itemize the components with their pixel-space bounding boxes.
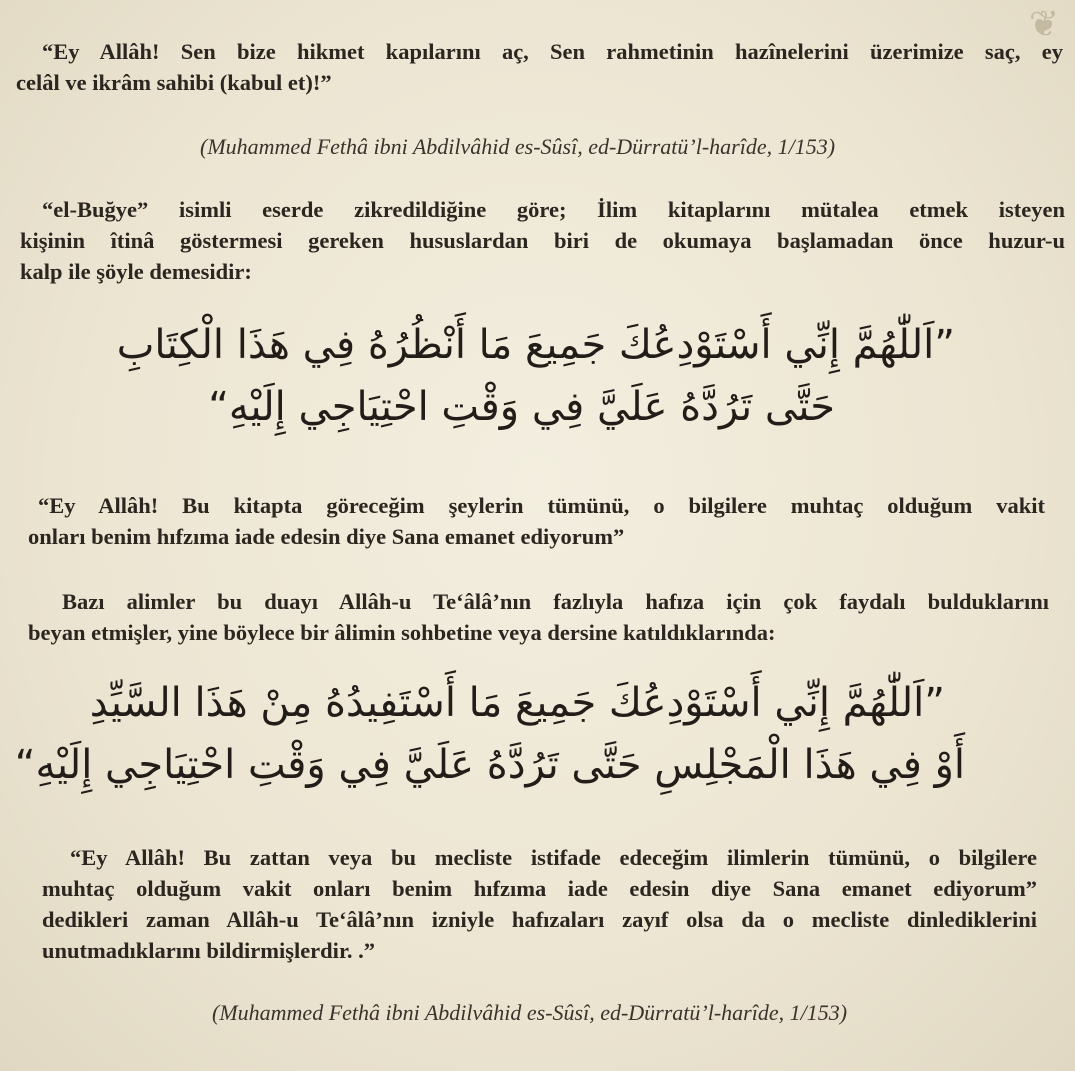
text-line: “Ey Allâh! Bu kitapta göreceğim şeylerin tümünü, o bilgilere muhtaç olduğum vakit <box>38 493 1045 518</box>
arabic-line: ”اَللّٰهُمَّ إِنِّي أَسْتَوْدِعُكَ جَمِيعَ مَا أَنْظُرُهُ فِي هَذَا الْكِتَابِ <box>116 322 955 368</box>
citation-1 <box>200 132 1015 162</box>
text-line: “Ey Allâh! Bu zattan veya bu mecliste istifade edeceğim ilimlerin tümünü, o bilgilere <box>70 845 1037 870</box>
scholars-paragraph <box>28 586 1049 648</box>
citation-2 <box>212 998 1035 1028</box>
text-line: kalp ile şöyle demesidir: <box>20 259 252 284</box>
dua-translation-1 <box>16 36 1063 98</box>
citation-text: (Muhammed Fethâ ibni Abdilvâhid es-Sûsî, ed-Dürratü’l-harîde, 1/153) <box>212 1000 848 1025</box>
arabic-line: أَوْ فِي هَذَا الْمَجْلِسِ حَتَّى تَرُدَّهُ عَلَيَّ فِي وَقْتِ احْتِيَاجِي إِلَيْهِ“ <box>14 742 965 788</box>
text-line: unutmadıklarını bildirmişlerdir. .” <box>42 938 375 963</box>
text-line: “Ey Allâh! Sen bize hikmet kapılarını aç, Sen rahmetinin hazînelerini üzerimize saç, ey <box>42 39 1063 64</box>
text-line: Bazı alimler bu duayı Allâh-u Te‘âlâ’nın fazlıyla hafıza için çok faydalı bulduklarını <box>62 589 1049 614</box>
text-line: celâl ve ikrâm sahibi (kabul et)!” <box>16 70 332 95</box>
arabic-dua-2 <box>14 672 965 796</box>
arabic-dua-1 <box>110 314 955 438</box>
intro-paragraph <box>20 194 1065 287</box>
text-line: “el-Buğye” isimli eserde zikredildiğine göre; İlim kitaplarını mütalea etmek isteyen <box>42 197 1065 222</box>
arabic-line: ”اَللّٰهُمَّ إِنِّي أَسْتَوْدِعُكَ جَمِيعَ مَا أَسْتَفِيدُهُ مِنْ هَذَا السَّيِّدِ <box>89 680 945 726</box>
text-line: onları benim hıfzıma iade edesin diye Sana emanet ediyorum” <box>28 524 625 549</box>
text-line: muhtaç olduğum vakit onları benim hıfzıma iade edesin diye Sana emanet ediyorum” <box>42 876 1037 901</box>
dua-translation-3 <box>42 842 1037 966</box>
text-line: dedikleri zaman Allâh-u Te‘âlâ’nın izniyle hafızaları zayıf olsa da o mecliste dinlediklerini <box>42 907 1037 932</box>
arabic-line: حَتَّى تَرُدَّهُ عَلَيَّ فِي وَقْتِ احْتِيَاجِي إِلَيْهِ“ <box>208 384 835 430</box>
citation-text: (Muhammed Fethâ ibni Abdilvâhid es-Sûsî, ed-Dürratü’l-harîde, 1/153) <box>200 134 836 159</box>
text-line: beyan etmişler, yine böylece bir âlimin sohbetine veya dersine katıldıklarında: <box>28 620 776 645</box>
dua-translation-2 <box>28 490 1045 552</box>
floral-ornament-icon: ❦ <box>1028 4 1060 44</box>
text-line: kişinin îtinâ göstermesi gereken hususlardan biri de okumaya başlamadan önce huzur-u <box>20 228 1065 253</box>
